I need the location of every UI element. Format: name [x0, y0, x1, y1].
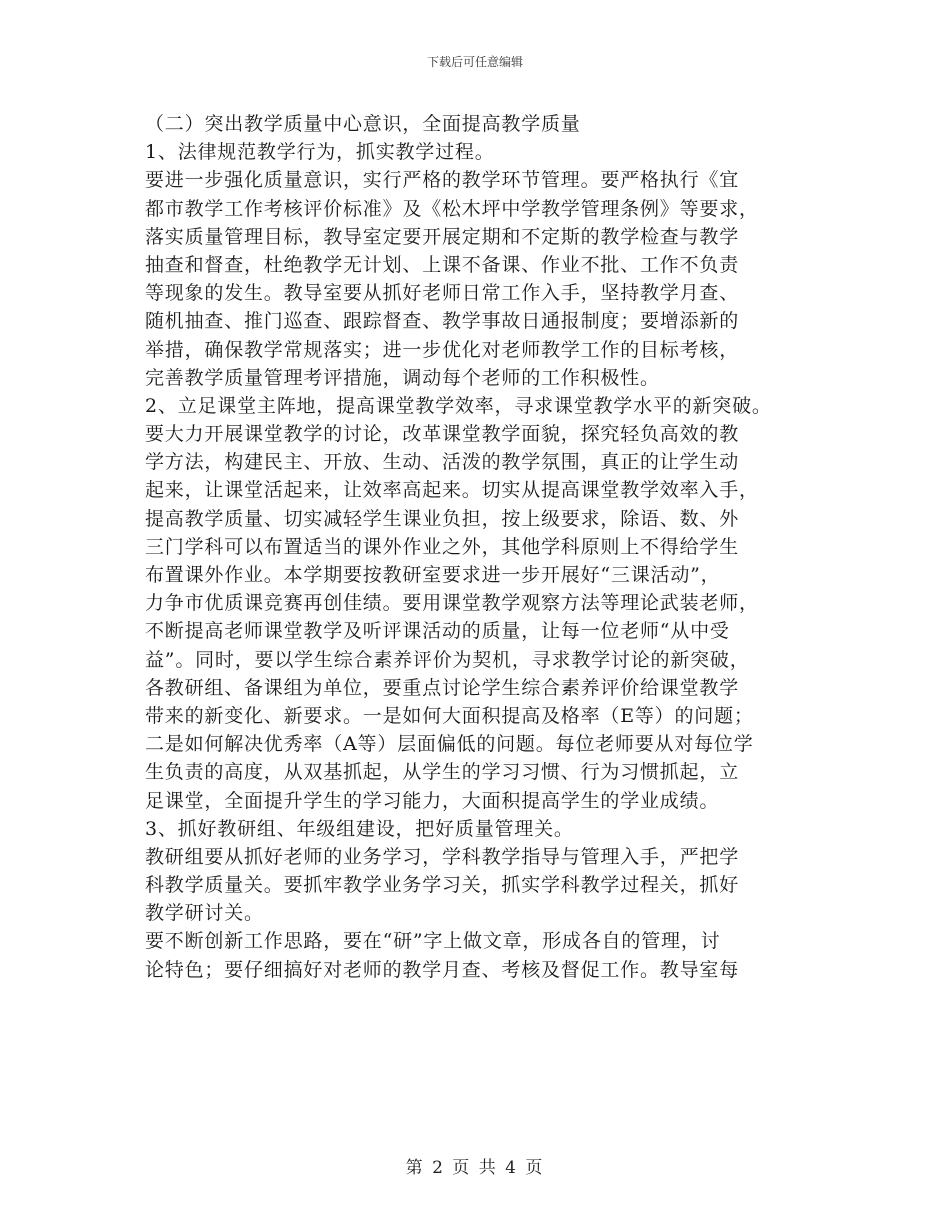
paragraph-line: 起来，让课堂活起来，让效率高起来。切实从提高课堂教学效率入手，: [145, 479, 759, 502]
paragraph-line: 落实质量管理目标，教导室定要开展定期和不定斯的教学检查与教学: [145, 225, 740, 248]
paragraph-line: 抽查和督查，杜绝教学无计划、上课不备课、作业不批、工作不负责: [145, 253, 740, 276]
paragraph-line: 力争市优质课竞赛再创佳绩。要用课堂教学观察方法等理论武装老师，: [145, 592, 759, 615]
paragraph-line: 完善教学质量管理考评措施，调动每个老师的工作积极性。: [145, 366, 660, 389]
paragraph-line: 举措，确保教学常规落实；进一步优化对老师教学工作的目标考核，: [145, 338, 740, 361]
page-header: 下载后可任意编辑: [426, 55, 523, 69]
paragraph-line: 生负责的高度，从双基抓起，从学生的学习习惯、行为习惯抓起，立: [145, 761, 740, 784]
paragraph-line: 要进一步强化质量意识，实行严格的教学环节管理。要严格执行《宜: [145, 169, 740, 192]
paragraph-line: 带来的新变化、新要求。一是如何大面积提高及格率（E等）的问题；: [145, 704, 754, 727]
paragraph-line: 科教学质量关。要抓牢教学业务学习关，抓实学科教学过程关，抓好: [145, 874, 740, 897]
paragraph-line: 教研组要从抓好老师的业务学习，学科教学指导与管理入手，严把学: [145, 845, 740, 868]
paragraph-line: 都市教学工作考核评价标准》及《松木坪中学教学管理条例》等要求，: [145, 197, 759, 220]
section-heading: （二）突出教学质量中心意识，全面提高教学质量: [145, 113, 581, 135]
paragraph-line: 随机抽查、推门巡查、跟踪督查、教学事故日通报制度；要增添新的: [145, 310, 740, 333]
paragraph-line: 各教研组、备课组为单位，要重点讨论学生综合素养评价给课堂教学: [145, 676, 740, 699]
paragraph-line: 三门学科可以布置适当的课外作业之外，其他学科原则上不得给学生: [145, 535, 740, 558]
subheading: 2、立足课堂主阵地，提高课堂教学效率，寻求课堂教学水平的新突破。: [145, 394, 772, 417]
paragraph-line: 教学研讨关。: [145, 902, 264, 925]
paragraph-line: 足课堂，全面提升学生的学习能力，大面积提高学生的学业成绩。: [145, 789, 720, 812]
subheading: 1、法律规范教学行为，抓实教学过程。: [145, 141, 495, 164]
paragraph-line: 益”。同时，要以学生综合素养评价为契机，寻求教学讨论的新突破，: [145, 648, 750, 671]
paragraph-line: 不断提高老师课堂教学及听评课活动的质量，让每一位老师“从中受: [145, 620, 730, 643]
paragraph-line: 要大力开展课堂教学的讨论，改革课堂教学面貌，探究轻负高效的教: [145, 423, 740, 446]
paragraph-line: 提高教学质量、切实减轻学生课业负担，按上级要求，除语、数、外: [145, 507, 740, 530]
paragraph-line: 等现象的发生。教导室要从抓好老师日常工作入手，坚持教学月查、: [145, 282, 740, 305]
paragraph-line: 学方法，构建民主、开放、生动、活泼的教学氛围，真正的让学生动: [145, 451, 740, 474]
paragraph-line: 二是如何解决优秀率（A等）层面偏低的问题。每位老师要从对每位学: [145, 733, 754, 756]
page-number: 第 2 页 共 4 页: [405, 1158, 545, 1178]
subheading: 3、抓好教研组、年级组建设，把好质量管理关。: [145, 817, 574, 840]
paragraph-line: 布置课外作业。本学期要按教研室要求进一步开展好“三课活动”，: [145, 564, 721, 586]
document-body: [145, 110, 845, 984]
paragraph-line: 要不断创新工作思路，要在“研”字上做文章，形成各自的管理，讨: [145, 930, 721, 953]
paragraph-line: 论特色；要仔细搞好对老师的教学月查、考核及督促工作。教导室每: [145, 958, 740, 981]
